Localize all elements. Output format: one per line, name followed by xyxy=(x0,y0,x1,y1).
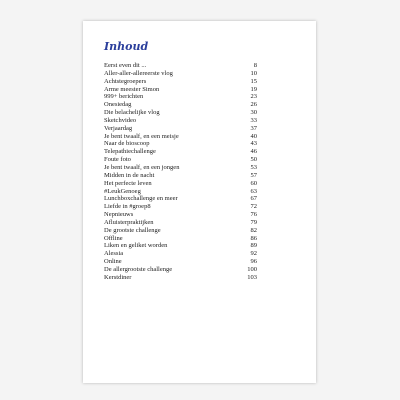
toc-entry-title: Eerst even dit ... xyxy=(104,62,147,69)
toc-entry-page-number: 19 xyxy=(250,85,257,93)
toc-entry xyxy=(104,86,257,94)
toc-entry-page-number: 8 xyxy=(253,62,257,69)
toc-entry-title: Onesiedag xyxy=(104,101,132,109)
toc-entry-page-number: 89 xyxy=(250,242,257,250)
toc-entry-title: #LeukGenoeg xyxy=(104,187,141,195)
toc-entry xyxy=(104,140,257,148)
toc-entry-page-number: 46 xyxy=(250,148,257,156)
toc-entry xyxy=(104,109,257,117)
toc-entry-title: 999+ berichten xyxy=(104,93,144,101)
toc-entry-title: Je bent twaalf, en een meisje xyxy=(104,132,179,140)
toc-title: Inhoud xyxy=(104,40,149,53)
toc-entry-page-number: 40 xyxy=(250,132,257,140)
toc-entry-title: Alessia xyxy=(104,250,124,258)
toc-entry-page-number: 23 xyxy=(250,93,257,101)
toc-entry-title: Liken en geliket worden xyxy=(104,242,168,250)
toc-entry-title: Nepnieuws xyxy=(104,211,134,219)
toc-entry xyxy=(104,70,257,78)
toc-entry-page-number: 79 xyxy=(250,218,257,226)
toc-entry-title: Arme meester Simon xyxy=(104,85,160,93)
toc-entry xyxy=(104,125,257,133)
toc-entry-page-number: 30 xyxy=(250,109,257,117)
toc-entry-page-number: 86 xyxy=(250,234,257,242)
toc-entry-page-number: 10 xyxy=(250,69,257,77)
toc-entry-page-number: 53 xyxy=(250,163,257,171)
toc-entry-title: De allergrootste challenge xyxy=(104,265,173,273)
toc-entry-title: Online xyxy=(104,258,122,266)
toc-entry xyxy=(104,266,257,274)
toc-entry-title: Het perfecte leven xyxy=(104,179,152,187)
toc-entry-title: Kerstdiner xyxy=(104,273,132,281)
toc-entry xyxy=(104,235,257,243)
toc-entry-page-number: 96 xyxy=(250,258,257,266)
toc-entry-title: Verjaardag xyxy=(104,124,133,132)
toc-entry xyxy=(104,148,257,156)
toc-entry xyxy=(104,62,257,70)
toc-entry-title: Afluisterpraktijken xyxy=(104,218,154,226)
toc-entry-page-number: 76 xyxy=(250,211,257,219)
toc-entry xyxy=(104,172,257,180)
toc-entry-page-number: 26 xyxy=(250,101,257,109)
toc-entry-page-number: 63 xyxy=(250,187,257,195)
toc-entry-title: Lunchboxchallenge en meer xyxy=(104,195,178,203)
toc-entry xyxy=(104,250,257,258)
toc-entry-page-number: 50 xyxy=(250,156,257,164)
toc-entry-title: Aller-aller-allereerste vlog xyxy=(104,69,173,77)
toc-entry-title: Midden in de nacht xyxy=(104,171,155,179)
toc-entry xyxy=(104,156,257,164)
toc-entry xyxy=(104,227,257,235)
toc-entry-page-number: 103 xyxy=(247,273,257,281)
toc-entry xyxy=(104,78,257,86)
toc-entry-title: Offline xyxy=(104,234,123,242)
toc-entry xyxy=(104,211,257,219)
toc-entry-title: Achtstegroepers xyxy=(104,77,147,85)
toc-entry xyxy=(104,101,257,109)
toc-entry-page-number: 37 xyxy=(250,124,257,132)
toc-entry xyxy=(104,117,257,125)
toc-entry xyxy=(104,93,257,101)
toc-entry xyxy=(104,274,257,282)
toc-entry xyxy=(104,180,257,188)
toc-entry-title: Je bent twaalf, en een jongen xyxy=(104,163,180,171)
toc-entry-title: Foute foto xyxy=(104,156,131,164)
toc-entry-page-number: 33 xyxy=(250,116,257,124)
toc-entry-page-number: 92 xyxy=(250,250,257,258)
toc-entry-title: Sketchvideo xyxy=(104,116,137,124)
book-page xyxy=(83,21,316,383)
toc-entry xyxy=(104,242,257,250)
toc-entry xyxy=(104,164,257,172)
toc-entry xyxy=(104,195,257,203)
toc-entry-page-number: 72 xyxy=(250,203,257,211)
toc-entry xyxy=(104,219,257,227)
toc-entry-page-number: 100 xyxy=(247,265,257,273)
toc-entry-title: Telepathiechallenge xyxy=(104,148,156,156)
toc-entry-page-number: 82 xyxy=(250,226,257,234)
toc-entry-title: De grootste challenge xyxy=(104,226,161,234)
toc-entry-page-number: 67 xyxy=(250,195,257,203)
toc-entry xyxy=(104,203,257,211)
toc-entry-page-number: 43 xyxy=(250,140,257,148)
toc-entry xyxy=(104,258,257,266)
toc-entry-page-number: 15 xyxy=(250,77,257,85)
toc-entry-page-number: 60 xyxy=(250,179,257,187)
toc-entry-page-number: 57 xyxy=(250,171,257,179)
toc-entry-title: Liefde in #groep8 xyxy=(104,203,151,211)
toc-entry xyxy=(104,133,257,141)
toc-entry-title: Die belachelijke vlog xyxy=(104,109,160,117)
toc-list xyxy=(104,62,257,282)
toc-entry xyxy=(104,188,257,196)
toc-entry-title: Naar de bioscoop xyxy=(104,140,150,148)
